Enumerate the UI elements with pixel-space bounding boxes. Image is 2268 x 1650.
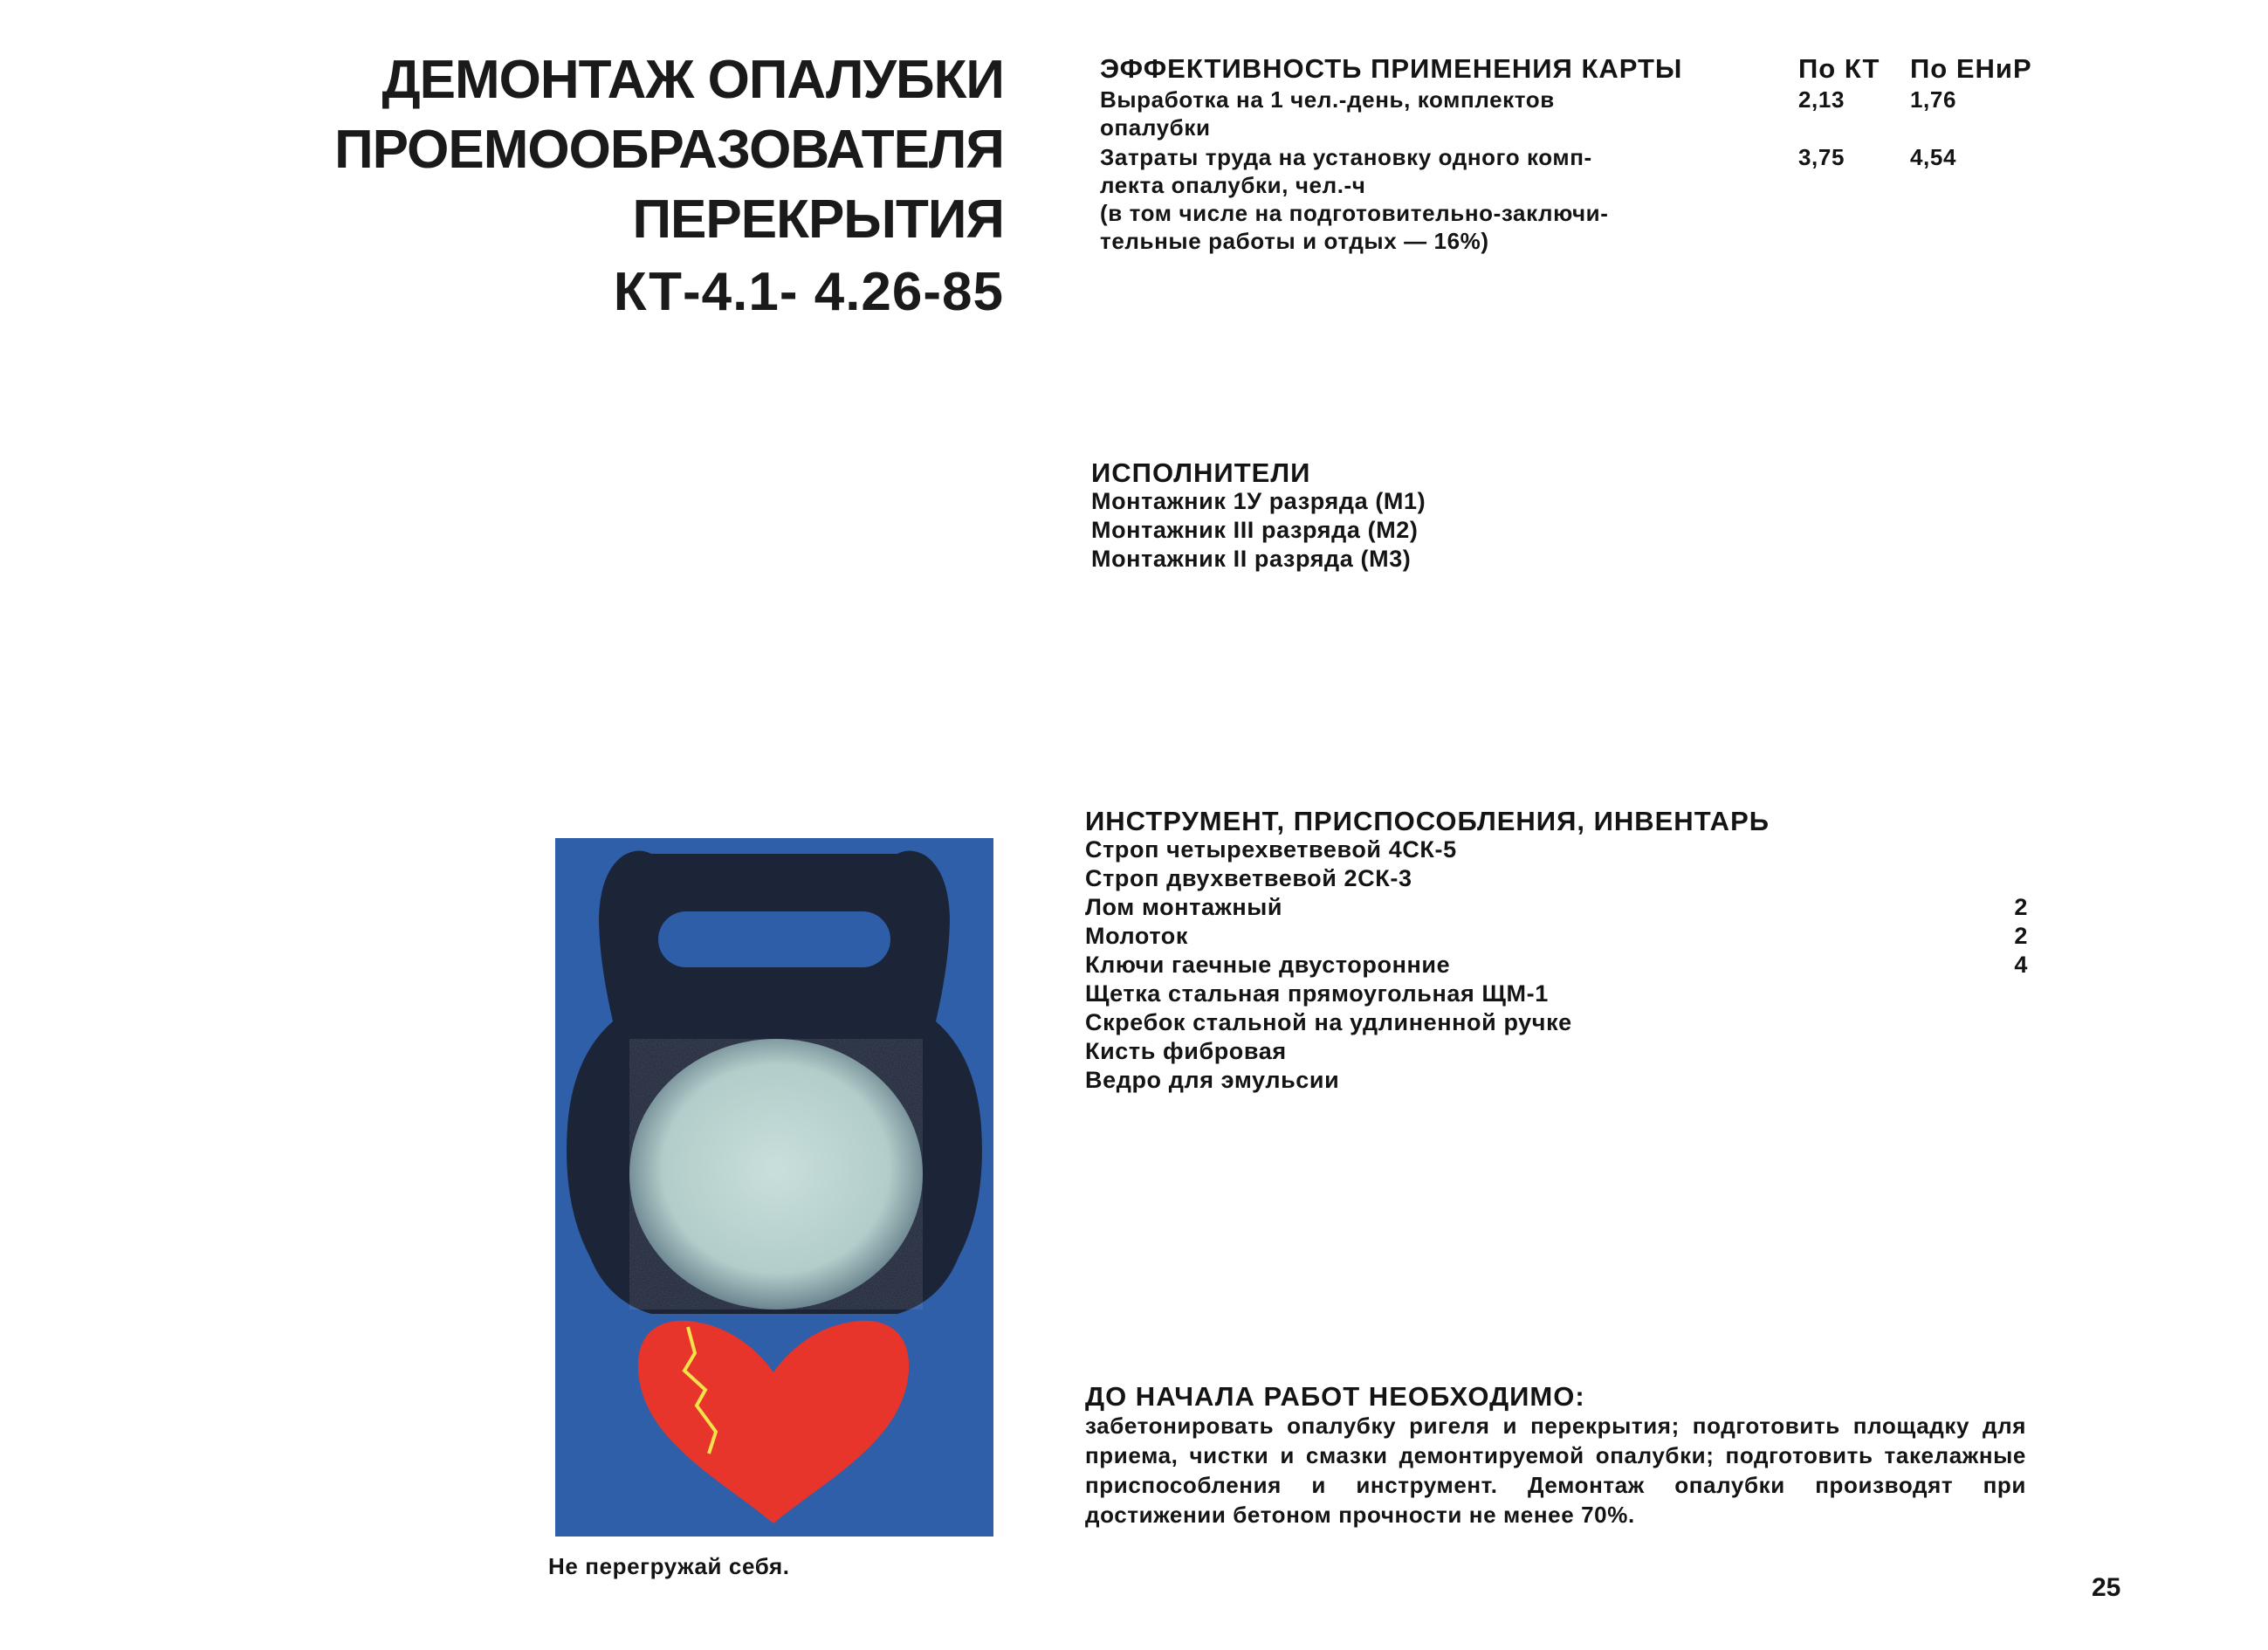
column-header-kt: По КТ: [1798, 53, 1880, 84]
tool-name: Кисть фибровая: [1085, 1038, 1287, 1064]
value-enir: 4,54: [1910, 144, 1957, 170]
performer-item: Монтажник II разряда (М3): [1091, 546, 1412, 572]
performer-item: Монтажник 1У разряда (М1): [1091, 488, 1426, 514]
efficiency-row-labor: [1100, 143, 2043, 255]
title-line-1: ДЕМОНТАЖ ОПАЛУБКИ: [381, 50, 1004, 110]
tool-name: Лом монтажный: [1085, 894, 1283, 920]
tools-section: [1085, 807, 2028, 1095]
efficiency-header-row: [1100, 54, 2043, 86]
efficiency-row-text: Выработка на 1 чел.-день, комплектов: [1100, 86, 1555, 113]
efficiency-section: [1100, 54, 2043, 255]
document-title: [262, 45, 1004, 330]
tool-name: Строп двухветвевой 2СК-3: [1085, 865, 1412, 891]
tool-item: [1085, 951, 2028, 980]
efficiency-row-text: опалубки: [1100, 114, 1211, 141]
tool-item: [1085, 1037, 2028, 1066]
tool-item: [1085, 922, 2028, 951]
tool-name: Строп четырехветвевой 4СК-5: [1085, 836, 1457, 863]
efficiency-row-text: Затраты труда на установку одного комп-: [1100, 144, 1592, 170]
safety-poster: [555, 838, 993, 1537]
tool-qty: 4: [2014, 952, 2028, 978]
tool-item: [1085, 835, 2028, 864]
tool-item: [1085, 864, 2028, 893]
poster-caption: Не перегружай себя.: [548, 1553, 790, 1579]
before-work-text: забетонировать опалубку ригеля и перекрытия; подготовить площадку для приема, чистки и смазки демонтируемой опалубки; подготовить такелажные приспособления и инструмент. Демонтаж опалубки производят при достижении бетоном прочности не менее 70%.: [1085, 1413, 2026, 1528]
kettlebell-glow: [629, 1039, 923, 1310]
tool-name: Молоток: [1085, 923, 1189, 949]
performer-item: Монтажник III разряда (М2): [1091, 517, 1419, 543]
tool-item: [1085, 893, 2028, 922]
value-enir: 1,76: [1910, 86, 1957, 113]
before-work-heading: ДО НАЧАЛА РАБОТ НЕОБХОДИМО:: [1085, 1381, 1585, 1412]
tool-name: Щетка стальная прямоугольная ЩМ-1: [1085, 980, 1549, 1007]
efficiency-row-text: тельные работы и отдых — 16%): [1100, 228, 1489, 254]
performers-section: [1091, 458, 1877, 574]
tool-item: [1085, 980, 2028, 1008]
efficiency-row-text: (в том числе на подготовительно-заключи-: [1100, 200, 1609, 226]
tool-qty: 2: [2014, 923, 2028, 949]
efficiency-row-output: [1100, 86, 2043, 141]
card-code: КТ-4.1- 4.26-85: [613, 262, 1004, 322]
tools-heading: ИНСТРУМЕНТ, ПРИСПОСОБЛЕНИЯ, ИНВЕНТАРЬ: [1085, 806, 1770, 836]
tool-qty: 2: [2014, 894, 2028, 920]
efficiency-heading: ЭФФЕКТИВНОСТЬ ПРИМЕНЕНИЯ КАРТЫ: [1100, 53, 1683, 84]
title-line-2: ПРОЕМООБРАЗОВАТЕЛЯ: [334, 120, 1004, 180]
tool-name: Ключи гаечные двусторонние: [1085, 952, 1451, 978]
tool-item: [1085, 1008, 2028, 1037]
page-number: 25: [2092, 1573, 2121, 1602]
column-header-enir: По ЕНиР: [1910, 53, 2032, 84]
efficiency-row-text: лекта опалубки, чел.-ч: [1100, 172, 1366, 198]
kettlebell-handle-hole: [658, 911, 890, 967]
performers-heading: ИСПОЛНИТЕЛИ: [1091, 457, 1311, 488]
value-kt: 3,75: [1798, 144, 1845, 170]
tool-name: Скребок стальной на удлиненной ручке: [1085, 1009, 1572, 1035]
title-line-3: ПЕРЕКРЫТИЯ: [632, 189, 1004, 250]
tool-item: [1085, 1066, 2028, 1095]
value-kt: 2,13: [1798, 86, 1845, 113]
tool-name: Ведро для эмульсии: [1085, 1067, 1340, 1093]
before-work-section: [1085, 1382, 2026, 1530]
